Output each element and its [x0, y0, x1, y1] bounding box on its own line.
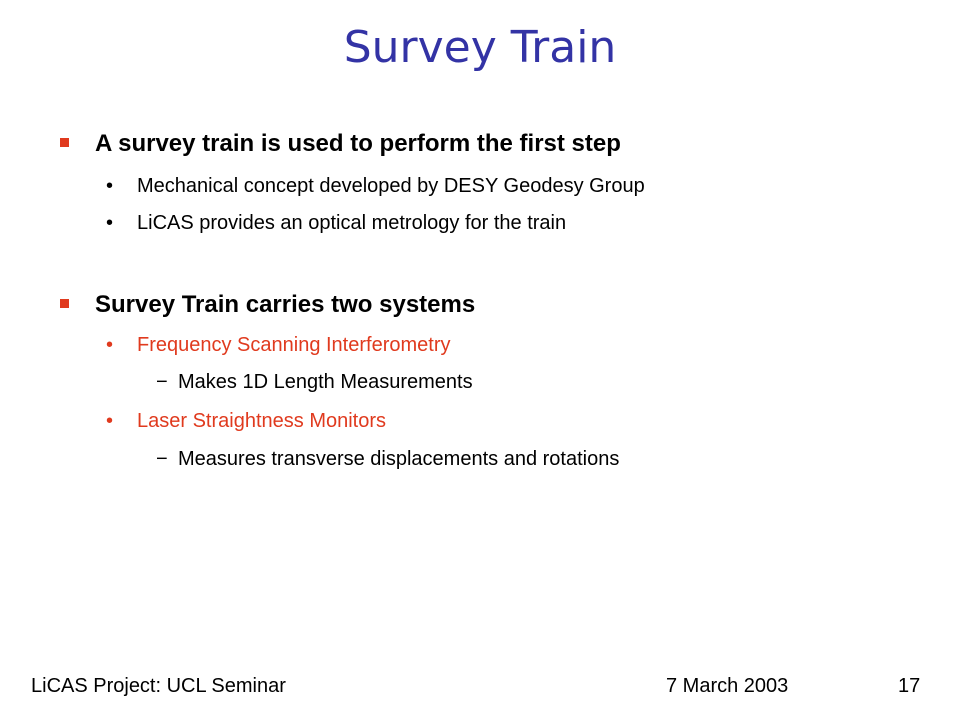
square-bullet-icon [60, 138, 69, 147]
section-heading: A survey train is used to perform the first step [95, 130, 621, 157]
section-heading: Survey Train carries two systems [95, 291, 476, 318]
list-item-text: Mechanical concept developed by DESY Geodesy Group [137, 175, 645, 197]
bullet-icon: • [106, 175, 114, 197]
list-item-text: Frequency Scanning Interferometry [137, 334, 451, 356]
bullet-icon: • [106, 212, 114, 234]
page-number: 17 [898, 675, 921, 697]
slide-title: Survey Train [343, 22, 617, 73]
list-item-text: Laser Straightness Monitors [137, 410, 387, 432]
list-item-text: LiCAS provides an optical metrology for the train [137, 212, 567, 234]
sub-list-item-text: Measures transverse displacements and rotations [178, 448, 620, 470]
dash-icon: − [156, 448, 168, 470]
bullet-icon: • [106, 410, 114, 432]
footer-date: 7 March 2003 [666, 675, 789, 697]
square-bullet-icon [60, 299, 69, 308]
dash-icon: − [156, 371, 168, 393]
sub-list-item-text: Makes 1D Length Measurements [178, 371, 473, 393]
bullet-icon: • [106, 334, 114, 356]
footer-project: LiCAS Project: UCL Seminar [31, 675, 286, 697]
